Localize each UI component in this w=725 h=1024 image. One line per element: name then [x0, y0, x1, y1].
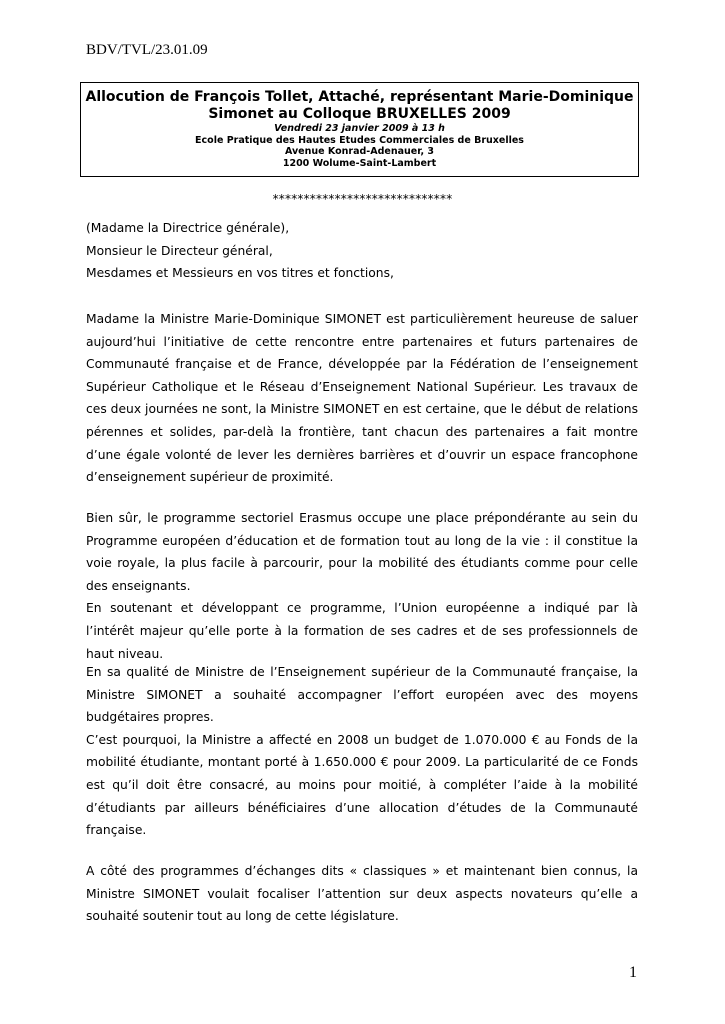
salutation-3: Mesdames et Messieurs en vos titres et fonctions, — [86, 266, 394, 281]
salutation-1: (Madame la Directrice générale), — [86, 221, 290, 235]
paragraph-3 — [86, 661, 638, 842]
separator: ***************************** — [272, 192, 453, 206]
event-street: Avenue Konrad-Adenauer, 3 — [284, 146, 435, 157]
paragraph-4 — [86, 860, 638, 928]
paragraph-4-text: A côté des programmes d’échanges dits « classiques » et maintenant bien connus, la Ministre SIMONET voulait focaliser l’attention sur deux aspects novateurs qu’elle a souhaité soutenir tout au long de cette législature. — [86, 864, 638, 924]
paragraph-3a-text: En sa qualité de Ministre de l’Enseignement supérieur de la Communauté française, la Ministre SIMONET a souhaité accompagner l’effort européen avec des moyens budgétaires propres. — [86, 665, 638, 725]
title-line-1: Allocution de François Tollet, Attaché, représentant Marie-Dominique — [85, 89, 634, 105]
event-city: 1200 Wolume-Saint-Lambert — [282, 157, 437, 169]
event-venue: Ecole Pratique des Hautes Etudes Commerciales de Bruxelles — [195, 134, 524, 146]
paragraph-3b-text: C’est pourquoi, la Ministre a affecté en 2008 un budget de 1.070.000 € au Fonds de la mobilité étudiante, montant porté à 1.650.000 € pour 2009. La particularité de ce Fonds est qu’il doit être consacré, au moins pour moitié, à compléter l’aide à la mobilité d’étudiants par ailleurs bénéficiaires d’une allocation d’études de la Communauté française. — [86, 732, 638, 838]
paragraph-2b-text: En soutenant et développant ce programme, l’Union européenne a indiqué par là l’intérêt majeur qu’elle porte à la formation de ses cadres et de ses professionnels de haut niveau. — [86, 601, 638, 661]
page-number: 1 — [629, 964, 637, 981]
document-reference: BDV/TVL/23.01.09 — [86, 42, 208, 58]
salutation-2: Monsieur le Directeur général, — [86, 243, 273, 258]
paragraph-2a-text: Bien sûr, le programme sectoriel Erasmus occupe une place prépondérante au sein du Programme européen d’éducation et de formation tout au long de la vie : il constitue la voie royale, la plus facile à parcourir, pour la mobilité des étudiants comme pour celle des enseignants. — [86, 511, 638, 593]
paragraph-2 — [86, 507, 638, 665]
event-date: Vendredi 23 janvier 2009 à 13 h — [274, 123, 445, 134]
paragraph-1-text: Madame la Ministre Marie-Dominique SIMONET est particulièrement heureuse de saluer aujourd’hui l’initiative de cette rencontre entre partenaires et futurs partenaires de Communauté française et de France, développée par la Fédération de l’enseignement Supérieur Catholique et le Réseau d’Enseignement National Supérieur. Les travaux de ces deux journées ne sont, la Ministre SIMONET en est certaine, que le début de relations pérennes et solides, par-delà la frontière, tant chacun des partenaires a fait montre d’une égale volonté de lever les dernières barrières et d’ouvrir un espace francophone d’enseignement supérieur de proximité. — [86, 312, 638, 485]
title-box — [80, 82, 639, 177]
paragraph-1 — [86, 308, 638, 489]
salutations — [86, 217, 638, 285]
title-line-2: Simonet au Colloque BRUXELLES 2009 — [208, 106, 511, 122]
